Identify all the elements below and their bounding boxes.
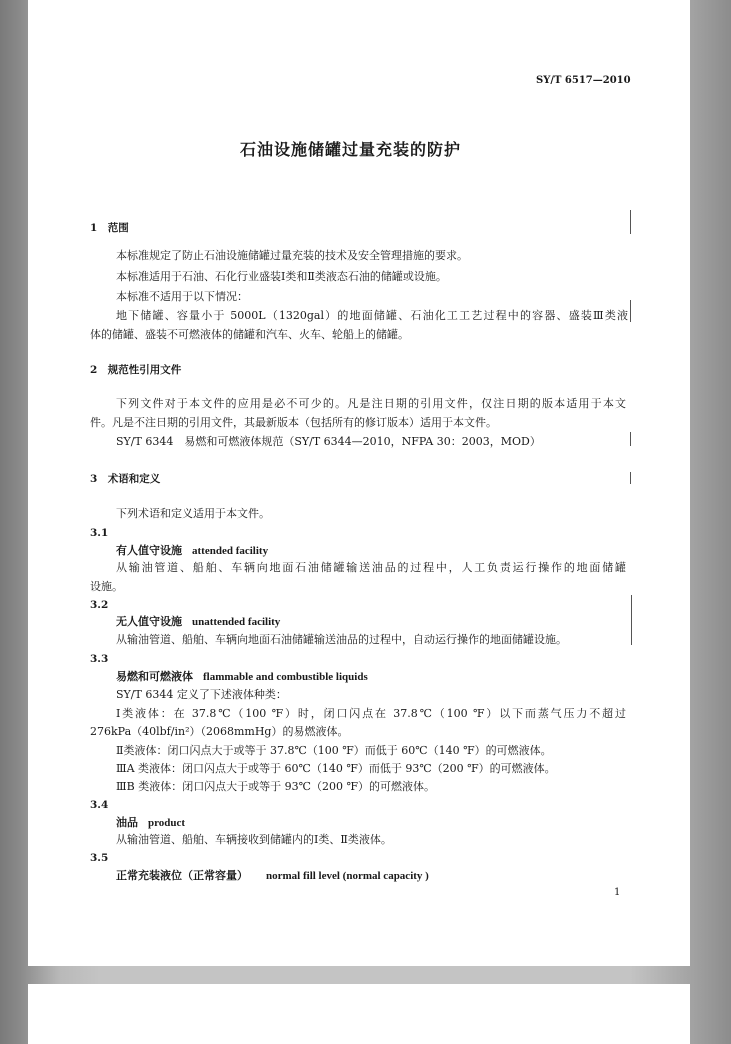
clause-number: 3.2 [90, 599, 109, 611]
term-en: attended facility [192, 545, 269, 557]
paragraph-line: 从输油管道、船舶、车辆接收到储罐内的Ⅰ类、Ⅱ类液体。 [116, 833, 392, 846]
scan-margin-mark [631, 595, 632, 645]
term-en: product [148, 817, 186, 829]
paragraph-line: 件。凡是不注日期的引用文件，其最新版本（包括所有的修订版本）适用于本文件。 [90, 416, 497, 429]
section-3-heading: 3 术语和定义 [90, 473, 161, 485]
paragraph-line: 本标准适用于石油、石化行业盛装Ⅰ类和Ⅱ类液态石油的储罐或设施。 [116, 270, 447, 283]
document-code: SY/T 6517—2010 [536, 75, 631, 86]
paragraph-line: 从输油管道、船舶、车辆向地面石油储罐输送油品的过程中，自动运行操作的地面储罐设施。 [116, 633, 567, 646]
paragraph-line: SY/T 6344 定义了下述液体种类： [116, 688, 287, 701]
term-cn: 有人值守设施 [116, 544, 182, 557]
paragraph-line: 从输油管道、船舶、车辆向地面石油储罐输送油品的过程中，人工负责运行操作的地面储罐 [116, 561, 626, 574]
paragraph-line: 本标准不适用于以下情况： [116, 290, 248, 303]
term-entry [116, 544, 268, 558]
paragraph-line: 276kPa（40lbf/in²）（2068mmHg）的易燃液体。 [90, 725, 349, 738]
paragraph-line: 本标准规定了防止石油设施储罐过量充装的技术及安全管理措施的要求。 [116, 249, 468, 262]
term-en: normal fill level (normal capacity ) [266, 870, 429, 882]
term-entry [116, 816, 185, 830]
clause-number: 3.4 [90, 799, 109, 811]
paragraph-line: Ⅰ类液体：在 37.8℃（100 ℉）时，闭口闪点在 37.8℃（100 ℉）以下而蒸气压力不超过 [116, 707, 626, 720]
term-cn: 油品 [116, 816, 138, 829]
paragraph-line: 下列文件对于本文件的应用是必不可少的。凡是注日期的引用文件，仅注日期的版本适用于本文 [116, 397, 626, 410]
term-entry [116, 670, 368, 684]
next-page [28, 984, 690, 1044]
document-page [28, 0, 690, 966]
scan-margin-mark [630, 432, 631, 446]
page-number: 1 [614, 887, 621, 898]
paragraph-line: ⅢA 类液体：闭口闪点大于或等于 60℃（140 ℉）而低于 93℃（200 ℉）的可燃液体。 [116, 762, 556, 775]
section-2-heading: 2 规范性引用文件 [90, 364, 182, 376]
paragraph-line: Ⅱ类液体：闭口闪点大于或等于 37.8℃（100 ℉）而低于 60℃（140 ℉）的可燃液体。 [116, 744, 552, 757]
term-en: flammable and combustible liquids [203, 671, 368, 683]
clause-number: 3.5 [90, 852, 109, 864]
paragraph-line: 体的储罐、盛装不可燃液体的储罐和汽车、火车、轮船上的储罐。 [90, 328, 409, 341]
scan-margin-mark [630, 210, 631, 234]
term-cn: 易燃和可燃液体 [116, 670, 193, 683]
paragraph-line: 地下储罐、容量小于 5000L（1320gal）的地面储罐、石油化工工艺过程中的容器、盛装Ⅲ类液 [116, 309, 628, 322]
term-entry [116, 869, 429, 883]
scan-margin-mark [630, 300, 631, 322]
term-cn: 无人值守设施 [116, 615, 182, 628]
term-en: unattended facility [192, 616, 281, 628]
scan-margin-mark [630, 472, 631, 484]
term-cn: 正常充装液位（正常容量） [116, 869, 248, 882]
paragraph-line: 设施。 [90, 580, 123, 593]
clause-number: 3.1 [90, 527, 109, 539]
paragraph-line: 下列术语和定义适用于本文件。 [116, 507, 270, 520]
document-title: 石油设施储罐过量充装的防护 [240, 140, 462, 159]
term-entry [116, 615, 280, 629]
section-1-heading: 1 范围 [90, 222, 129, 234]
paragraph-line: ⅢB 类液体：闭口闪点大于或等于 93℃（200 ℉）的可燃液体。 [116, 780, 435, 793]
clause-number: 3.3 [90, 653, 109, 665]
reference-line: SY/T 6344 易燃和可燃液体规范（SY/T 6344—2010，NFPA 30：2003，MOD） [116, 435, 541, 448]
